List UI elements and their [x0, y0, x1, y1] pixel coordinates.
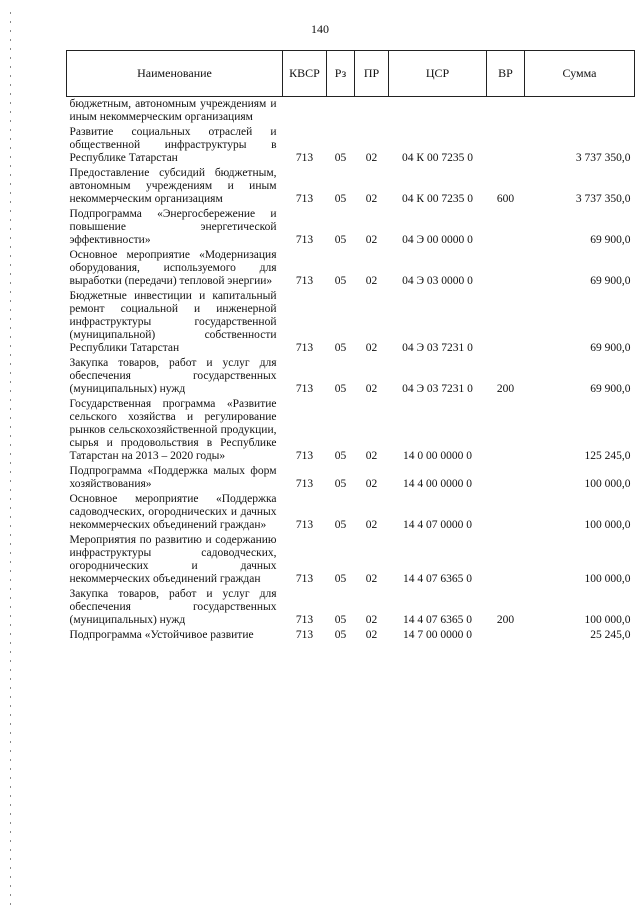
table-row: [67, 125, 635, 166]
row-vr-cell: [487, 533, 525, 587]
margin-dot: [10, 804, 11, 806]
margin-dot: [10, 570, 11, 572]
header-sum: Сумма: [525, 51, 635, 97]
row-rz-cell: 05: [334, 478, 347, 490]
margin-dot: [10, 93, 11, 95]
row-name-cell: Бюджетные инвестиции и капитальный ремонт социальной и инженерной инфраструктуры государственной (муниципальной) собственности Республики Татарстан: [69, 290, 277, 354]
margin-dot: [10, 129, 11, 131]
row-sum-cell: 3 737 350,0: [575, 193, 631, 205]
row-sum-cell: 25 245,0: [590, 629, 631, 641]
row-rz-cell: 05: [334, 573, 347, 585]
table-row: [67, 289, 635, 356]
margin-dot: [10, 408, 11, 410]
margin-dot: [10, 876, 11, 878]
margin-dot: [10, 714, 11, 716]
margin-dot: [10, 120, 11, 122]
margin-dot: [10, 885, 11, 887]
row-vr-cell: 200: [496, 383, 515, 395]
margin-dot: [10, 849, 11, 851]
header-rz: Рз: [327, 51, 355, 97]
margin-dot: [10, 327, 11, 329]
row-kvsr-cell: 713: [295, 152, 314, 164]
row-sum-cell: 3 737 350,0: [575, 152, 631, 164]
row-sum-cell: 69 900,0: [590, 342, 631, 354]
row-rz-cell: 05: [334, 193, 347, 205]
budget-table: [66, 50, 635, 643]
row-csr-cell: 04 Э 03 7231 0: [402, 383, 473, 395]
margin-dot: [10, 678, 11, 680]
row-rz-cell: 05: [334, 383, 347, 395]
row-pr-cell: 02: [365, 234, 378, 246]
row-pr-cell: 02: [365, 193, 378, 205]
margin-dot: [10, 417, 11, 419]
row-name-cell: Основное мероприятие «Поддержка садоводческих, огороднических и дачных некоммерческих объединений граждан»: [69, 493, 277, 531]
margin-dot: [10, 219, 11, 221]
margin-dot: [10, 651, 11, 653]
margin-dot: [10, 723, 11, 725]
row-pr-cell: 02: [365, 519, 378, 531]
table-row: [67, 464, 635, 492]
margin-dot: [10, 444, 11, 446]
margin-dot: [10, 642, 11, 644]
row-name-cell: Мероприятия по развитию и содержанию инфраструктуры садоводческих, огороднических и дачных некоммерческих объединений граждан: [69, 534, 277, 585]
margin-dot: [10, 750, 11, 752]
margin-dot: [10, 309, 11, 311]
margin-dot: [10, 210, 11, 212]
row-kvsr-cell: 713: [295, 519, 314, 531]
row-pr-cell: 02: [365, 152, 378, 164]
margin-dot: [10, 399, 11, 401]
margin-dot: [10, 174, 11, 176]
margin-dot: [10, 336, 11, 338]
margin-dot: [10, 624, 11, 626]
table-row: [67, 587, 635, 628]
margin-dot: [10, 525, 11, 527]
margin-dot: [10, 552, 11, 554]
margin-dot: [10, 741, 11, 743]
margin-dot: [10, 237, 11, 239]
table-row: [67, 248, 635, 289]
margin-dot: [10, 39, 11, 41]
row-rz-cell: [327, 97, 355, 126]
margin-dot: [10, 363, 11, 365]
row-kvsr-cell: 713: [295, 383, 314, 395]
margin-dot: [10, 831, 11, 833]
margin-dot: [10, 516, 11, 518]
margin-dot: [10, 291, 11, 293]
margin-dot: [10, 354, 11, 356]
row-pr-cell: [355, 97, 389, 126]
margin-dot: [10, 840, 11, 842]
margin-dot: [10, 813, 11, 815]
row-csr-cell: 14 4 00 0000 0: [403, 478, 472, 490]
margin-dot: [10, 156, 11, 158]
row-kvsr-cell: 713: [295, 275, 314, 287]
margin-dot: [10, 300, 11, 302]
margin-dot: [10, 435, 11, 437]
margin-dot: [10, 795, 11, 797]
margin-dot: [10, 633, 11, 635]
row-pr-cell: 02: [365, 342, 378, 354]
row-vr-cell: [487, 397, 525, 464]
row-vr-cell: [487, 125, 525, 166]
header-csr: ЦСР: [389, 51, 487, 97]
margin-dot: [10, 12, 11, 14]
row-csr-cell: 04 Э 00 0000 0: [402, 234, 473, 246]
row-rz-cell: 05: [334, 152, 347, 164]
row-rz-cell: 05: [334, 614, 347, 626]
row-csr-cell: 04 Э 03 7231 0: [402, 342, 473, 354]
margin-dot: [10, 696, 11, 698]
row-vr-cell: [487, 248, 525, 289]
header-name: Наименование: [67, 51, 283, 97]
margin-dot: [10, 318, 11, 320]
row-vr-cell: 600: [496, 193, 515, 205]
margin-dot: [10, 543, 11, 545]
margin-dot: [10, 597, 11, 599]
row-name-cell: Подпрограмма «Энергосбережение и повышение энергетической эффективности»: [69, 208, 277, 246]
table-body: [67, 97, 635, 644]
row-csr-cell: 14 4 07 6365 0: [403, 573, 472, 585]
margin-dot: [10, 453, 11, 455]
row-kvsr-cell: 713: [295, 234, 314, 246]
row-sum-cell: 100 000,0: [584, 478, 631, 490]
margin-dot: [10, 786, 11, 788]
row-csr-cell: [389, 97, 487, 126]
row-kvsr-cell: 713: [295, 342, 314, 354]
table-row: [67, 356, 635, 397]
row-name-cell: Предоставление субсидий бюджетным, автономным учреждениям и иным некоммерческим организациям: [69, 167, 277, 205]
row-pr-cell: 02: [365, 383, 378, 395]
row-sum-cell: [525, 97, 635, 126]
row-csr-cell: 04 Э 03 0000 0: [402, 275, 473, 287]
row-pr-cell: 02: [365, 629, 378, 641]
row-pr-cell: 02: [365, 450, 378, 462]
row-vr-cell: [487, 464, 525, 492]
row-sum-cell: 125 245,0: [584, 450, 631, 462]
margin-dot: [10, 381, 11, 383]
margin-dot: [10, 345, 11, 347]
row-name-cell: Развитие социальных отраслей и общественной инфраструктуры в Республике Татарстан: [69, 126, 277, 164]
row-sum-cell: 100 000,0: [584, 519, 631, 531]
margin-dot: [10, 264, 11, 266]
row-kvsr-cell: [283, 97, 327, 126]
row-kvsr-cell: 713: [295, 450, 314, 462]
margin-dot: [10, 615, 11, 617]
row-csr-cell: 14 0 00 0000 0: [403, 450, 472, 462]
margin-dot: [10, 660, 11, 662]
header-vr: ВР: [487, 51, 525, 97]
row-kvsr-cell: 713: [295, 573, 314, 585]
margin-dot: [10, 669, 11, 671]
margin-dot: [10, 390, 11, 392]
row-kvsr-cell: 713: [295, 629, 314, 641]
table-header: [67, 51, 635, 97]
margin-dot: [10, 57, 11, 59]
row-sum-cell: 69 900,0: [590, 234, 631, 246]
table-row: [67, 97, 635, 126]
header-pr: ПР: [355, 51, 389, 97]
margin-dot: [10, 255, 11, 257]
row-name-cell: Основное мероприятие «Модернизация оборудования, используемого для выработки (передачи) тепловой энергии»: [69, 249, 277, 287]
margin-dot: [10, 372, 11, 374]
row-vr-cell: [487, 97, 525, 126]
table-row: [67, 533, 635, 587]
row-name-cell: бюджетным, автономным учреждениям и иным некоммерческим организациям: [69, 98, 277, 123]
margin-dot: [10, 21, 11, 23]
margin-dot: [10, 84, 11, 86]
row-csr-cell: 04 К 00 7235 0: [402, 193, 473, 205]
margin-dot: [10, 498, 11, 500]
margin-dot: [10, 111, 11, 113]
margin-dot: [10, 867, 11, 869]
margin-dot: [10, 246, 11, 248]
margin-dot: [10, 426, 11, 428]
margin-dot: [10, 561, 11, 563]
row-rz-cell: 05: [334, 519, 347, 531]
margin-dot: [10, 471, 11, 473]
margin-dot: [10, 894, 11, 896]
row-name-cell: Закупка товаров, работ и услуг для обеспечения государственных (муниципальных) нужд: [69, 588, 277, 626]
table-row: [67, 492, 635, 533]
row-vr-cell: [487, 207, 525, 248]
margin-dot: [10, 759, 11, 761]
row-rz-cell: 05: [334, 450, 347, 462]
margin-dot: [10, 777, 11, 779]
row-sum-cell: 69 900,0: [590, 383, 631, 395]
margin-dot: [10, 687, 11, 689]
margin-dot: [10, 192, 11, 194]
row-name-cell: Государственная программа «Развитие сельского хозяйства и регулирование рынков сельскохозяйственной продукции, сырья и продовольствия в Республике Татарстан на 2013 – 2020 годы»: [69, 398, 277, 462]
row-pr-cell: 02: [365, 478, 378, 490]
row-kvsr-cell: 713: [295, 614, 314, 626]
row-csr-cell: 04 К 00 7235 0: [402, 152, 473, 164]
row-name-cell: Подпрограмма «Поддержка малых форм хозяйствования»: [69, 465, 277, 490]
margin-dot: [10, 183, 11, 185]
table-row: [67, 628, 635, 643]
row-name-cell: Закупка товаров, работ и услуг для обеспечения государственных (муниципальных) нужд: [69, 357, 277, 395]
margin-dot: [10, 201, 11, 203]
margin-dot: [10, 534, 11, 536]
row-vr-cell: [487, 492, 525, 533]
row-vr-cell: 200: [496, 614, 515, 626]
margin-dot: [10, 75, 11, 77]
row-sum-cell: 69 900,0: [590, 275, 631, 287]
margin-dot: [10, 273, 11, 275]
row-rz-cell: 05: [334, 234, 347, 246]
margin-dot: [10, 768, 11, 770]
margin-dot: [10, 579, 11, 581]
margin-dot: [10, 147, 11, 149]
margin-dot: [10, 462, 11, 464]
row-rz-cell: 05: [334, 629, 347, 641]
margin-dot: [10, 66, 11, 68]
row-vr-cell: [487, 628, 525, 643]
margin-dot: [10, 507, 11, 509]
margin-dot: [10, 858, 11, 860]
row-name-cell: Подпрограмма «Устойчивое развитие: [69, 629, 254, 641]
margin-dot: [10, 30, 11, 32]
margin-dot: [10, 732, 11, 734]
margin-dot: [10, 480, 11, 482]
row-kvsr-cell: 713: [295, 478, 314, 490]
margin-dot: [10, 165, 11, 167]
table-row: [67, 397, 635, 464]
row-vr-cell: [487, 289, 525, 356]
page-number: 140: [311, 22, 329, 36]
table-row: [67, 207, 635, 248]
row-kvsr-cell: 713: [295, 193, 314, 205]
row-csr-cell: 14 4 07 6365 0: [403, 614, 472, 626]
margin-dot: [10, 705, 11, 707]
margin-dot: [10, 822, 11, 824]
margin-dot: [10, 138, 11, 140]
row-csr-cell: 14 7 00 0000 0: [403, 629, 472, 641]
margin-dot: [10, 48, 11, 50]
margin-dot: [10, 588, 11, 590]
left-margin-marks: [10, 0, 12, 905]
row-pr-cell: 02: [365, 573, 378, 585]
table-row: [67, 166, 635, 207]
margin-dot: [10, 228, 11, 230]
margin-dot: [10, 282, 11, 284]
row-rz-cell: 05: [334, 275, 347, 287]
margin-dot: [10, 102, 11, 104]
margin-dot: [10, 606, 11, 608]
margin-dot: [10, 489, 11, 491]
row-sum-cell: 100 000,0: [584, 573, 631, 585]
row-csr-cell: 14 4 07 0000 0: [403, 519, 472, 531]
header-kvsr: КВСР: [283, 51, 327, 97]
row-rz-cell: 05: [334, 342, 347, 354]
row-sum-cell: 100 000,0: [584, 614, 631, 626]
row-pr-cell: 02: [365, 614, 378, 626]
row-pr-cell: 02: [365, 275, 378, 287]
